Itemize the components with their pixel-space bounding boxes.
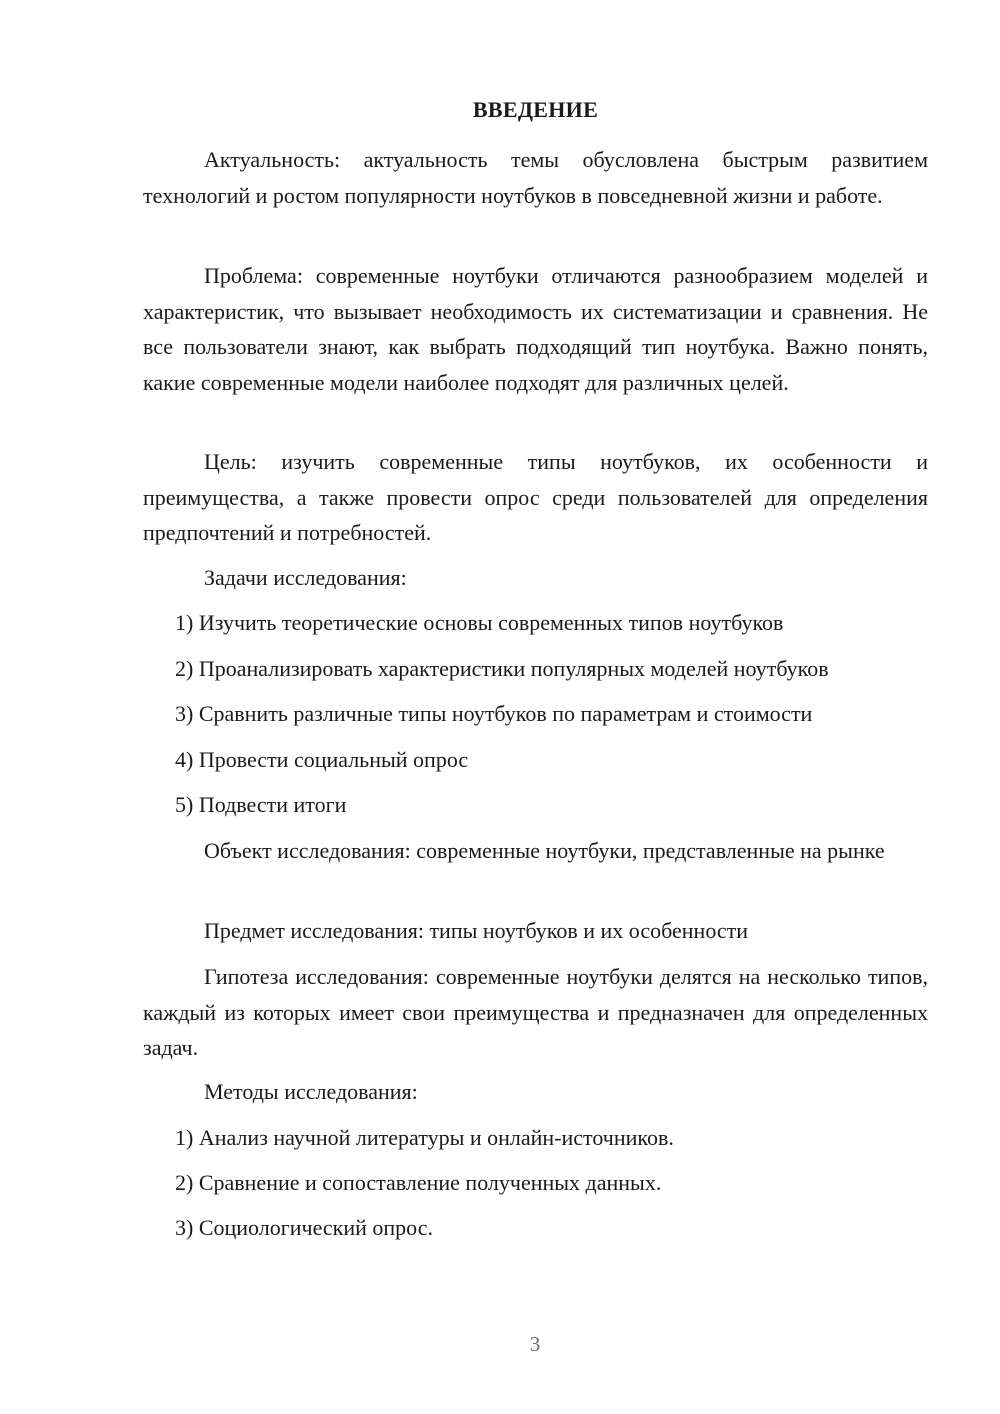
task-item: 2) Проанализировать характеристики популярных моделей ноутбуков [175,656,829,681]
method-item: 1) Анализ научной литературы и онлайн-источников. [175,1125,674,1150]
page-number: 3 [529,1332,541,1356]
task-item: 4) Провести социальный опрос [175,747,469,772]
methods-heading: Методы исследования: [204,1079,418,1104]
tasks-heading: Задачи исследования: [204,565,407,590]
problem-paragraph: Проблема: современные ноутбуки отличаются разнообразием моделей и характеристик, что вызывает необходимость их систематизации и сравнения. Не все пользователи знают, как выбрать подходящий тип ноутбука. Важно понять, какие современные модели наиболее подходят для различных целей. [143,263,928,395]
hypothesis-paragraph: Гипотеза исследования: современные ноутбуки делятся на несколько типов, каждый из которых имеет свои преимущества и предназначен для определенных задач. [143,964,928,1060]
object-paragraph: Объект исследования: современные ноутбуки, представленные на рынке [204,838,885,863]
method-item: 2) Сравнение и сопоставление полученных данных. [175,1170,662,1195]
relevance-paragraph: Актуальность: актуальность темы обусловлена быстрым развитием технологий и ростом популярности ноутбуков в повседневной жизни и работе. [143,147,928,208]
section-title: ВВЕДЕНИЕ [472,97,599,122]
goal-paragraph: Цель: изучить современные типы ноутбуков, их особенности и преимущества, а также провести опрос среди пользователей для определения предпочтений и потребностей. [143,449,928,545]
task-item: 1) Изучить теоретические основы современных типов ноутбуков [175,610,784,635]
subject-paragraph: Предмет исследования: типы ноутбуков и их особенности [204,918,749,943]
task-item: 5) Подвести итоги [175,792,347,817]
task-item: 3) Сравнить различные типы ноутбуков по параметрам и стоимости [175,701,813,726]
method-item: 3) Социологический опрос. [175,1215,433,1240]
